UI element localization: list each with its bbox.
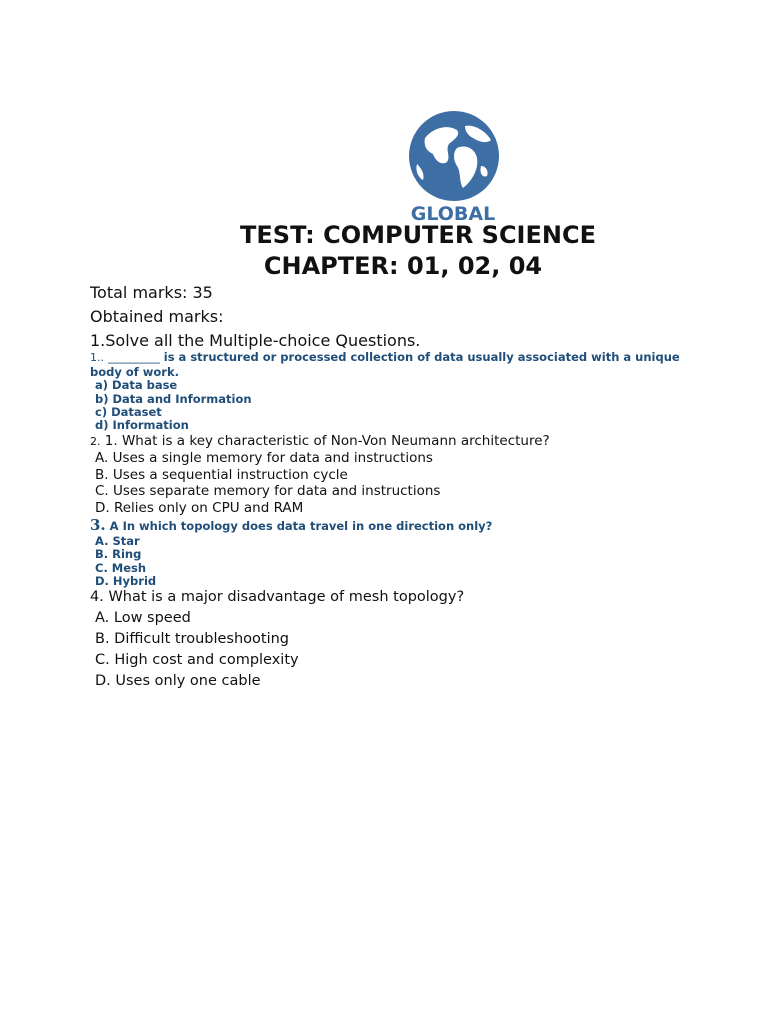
question-1-option-b: b) Data and Information — [95, 392, 252, 406]
question-4-option-c: C. High cost and complexity — [95, 652, 299, 668]
question-4-option-b: B. Difficult troubleshooting — [95, 631, 290, 647]
question-4-option-a: A. Low speed — [95, 610, 191, 626]
question-2 — [90, 433, 550, 449]
logo-text: GLOBAL — [410, 203, 496, 224]
question-3-option-b: B. Ring — [95, 547, 142, 561]
question-2-option-a: A. Uses a single memory for data and instructions — [95, 450, 433, 466]
test-title: TEST: COMPUTER SCIENCE — [240, 221, 596, 249]
question-2-number: 2. — [90, 435, 101, 448]
question-1-option-d: d) Information — [95, 418, 189, 432]
question-3-text: A In which topology does data travel in one direction only? — [105, 519, 493, 533]
question-2-option-b: B. Uses a sequential instruction cycle — [95, 467, 348, 483]
question-1-text: is a structured or processed collection of data usually associated with a unique body of work. — [90, 350, 680, 379]
question-1 — [90, 350, 690, 379]
chapter-title: CHAPTER: 01, 02, 04 — [263, 252, 543, 280]
question-1-number: 1.. — [90, 351, 104, 364]
question-4-option-d: D. Uses only one cable — [95, 673, 261, 689]
question-2-text: 1. What is a key characteristic of Non-Von Neumann architecture? — [100, 433, 550, 449]
question-1-option-a: a) Data base — [95, 378, 178, 392]
question-1-blank: _________ — [108, 350, 160, 364]
question-4: 4. What is a major disadvantage of mesh topology? — [90, 589, 465, 605]
section-instruction: 1.Solve all the Multiple-choice Questions. — [90, 331, 421, 350]
question-3-number: 3. — [90, 516, 106, 534]
question-1-option-c: c) Dataset — [95, 405, 162, 419]
obtained-marks: Obtained marks: — [90, 307, 224, 326]
question-2-option-d: D. Relies only on CPU and RAM — [95, 500, 304, 516]
globe-icon — [395, 108, 513, 224]
question-2-option-c: C. Uses separate memory for data and instructions — [95, 483, 441, 499]
question-3-option-d: D. Hybrid — [95, 574, 157, 588]
question-3-option-c: C. Mesh — [95, 561, 147, 575]
question-3-option-a: A. Star — [95, 534, 140, 548]
global-logo — [395, 108, 513, 224]
total-marks: Total marks: 35 — [90, 283, 213, 302]
question-3 — [90, 516, 492, 534]
